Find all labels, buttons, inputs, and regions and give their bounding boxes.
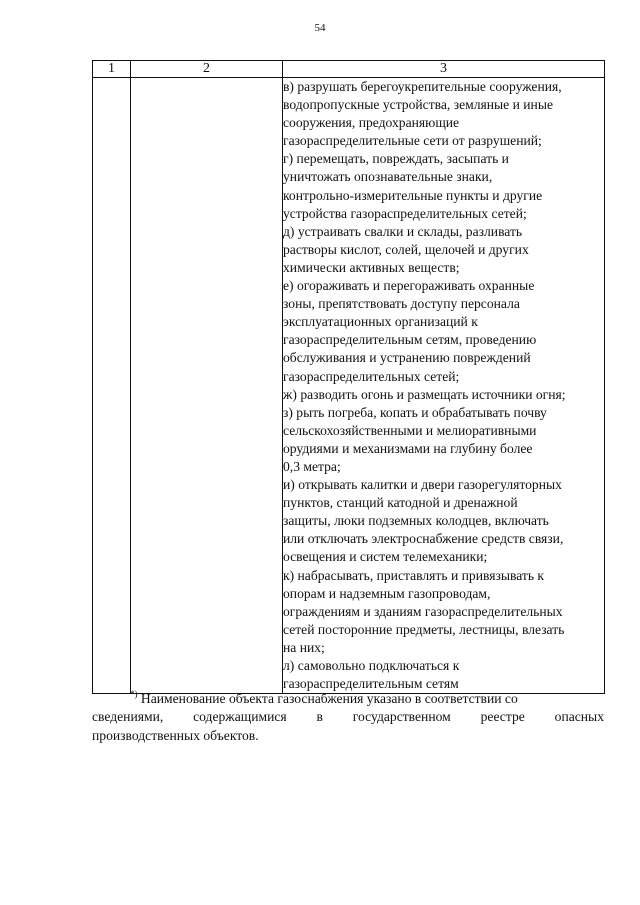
prohibition-line: пунктов, станций катодной и дренажной (283, 495, 518, 511)
column-header-3: 3 (283, 61, 605, 78)
prohibition-line: газораспределительным сетям, проведению (283, 332, 537, 348)
prohibition-line: д) устраивать свалки и склады, разливать (283, 223, 523, 239)
prohibition-line: орудиями и механизмами на глубину более (283, 440, 533, 456)
prohibition-line: в) разрушать берегоукрепительные сооружения, (283, 79, 562, 94)
prohibition-line: л) самовольно подключаться к (283, 658, 460, 673)
prohibition-line: г) перемещать, повреждать, засыпать и (283, 151, 509, 167)
prohibition-line: сооружения, предохраняющие (283, 115, 460, 131)
footnote-line-3: производственных объектов. (92, 727, 259, 743)
footnote (92, 690, 604, 745)
footnote-line-2: сведениями, содержащимися в государственном реестре опасных (92, 709, 604, 725)
prohibition-line: газораспределительных сетей; (283, 368, 460, 384)
prohibition-line: ограждениям и зданиям газораспределительных (283, 603, 563, 619)
table-row (93, 78, 605, 694)
prohibition-line: сельскохозяйственными и мелиоративными (283, 422, 537, 438)
prohibition-line: е) огораживать и перегораживать охранные (283, 278, 535, 294)
column-header-1: 1 (93, 61, 131, 78)
prohibition-line: контрольно-измерительные пункты и другие (283, 187, 543, 203)
table-header-row (93, 61, 605, 78)
prohibition-line: зоны, препятствовать доступу персонала (283, 296, 520, 312)
prohibition-line: сетей посторонние предметы, лестницы, влезать (283, 621, 565, 637)
prohibition-line: эксплуатационных организаций к (283, 314, 478, 330)
prohibition-line: з) рыть погреба, копать и обрабатывать почву (283, 404, 547, 420)
footnote-marker: *) (130, 689, 138, 699)
prohibition-line: устройства газораспределительных сетей; (283, 205, 527, 221)
prohibition-line: газораспределительные сети от разрушений; (283, 133, 542, 149)
footnote-text-1: Наименование объекта газоснабжения указано в соответствии со (140, 691, 518, 706)
prohibition-line: к) набрасывать, приставлять и привязывать к (283, 567, 545, 583)
prohibition-line: химически активных веществ; (283, 259, 460, 275)
cell-col-2 (131, 78, 283, 694)
prohibition-line: и) открывать калитки и двери газорегуляторных (283, 477, 562, 493)
prohibition-line: защиты, люки подземных колодцев, включать (283, 513, 549, 529)
prohibition-line: освещения и систем телемеханики; (283, 549, 488, 565)
prohibition-line: уничтожать опознавательные знаки, (283, 169, 493, 185)
cell-col-3-prohibitions (283, 78, 605, 694)
prohibition-line: или отключать электроснабжение средств связи, (283, 531, 564, 547)
page-number: 54 (314, 22, 326, 34)
prohibition-line: на них; (283, 639, 325, 655)
prohibition-line: газораспределительным сетям (283, 676, 459, 692)
prohibition-line: водопропускные устройства, земляные и иные (283, 97, 553, 113)
prohibition-line: растворы кислот, солей, щелочей и других (283, 241, 529, 257)
footnote-line-1 (92, 690, 604, 708)
prohibition-line: опорам и надземным газопроводам, (283, 585, 491, 601)
prohibition-line: обслуживания и устранению повреждений (283, 350, 531, 366)
column-header-2: 2 (131, 61, 283, 78)
prohibition-line: 0,3 метра; (283, 458, 341, 474)
requirements-table (92, 60, 605, 694)
cell-col-1 (93, 78, 131, 694)
prohibition-line: ж) разводить огонь и размещать источники огня; (283, 386, 566, 402)
